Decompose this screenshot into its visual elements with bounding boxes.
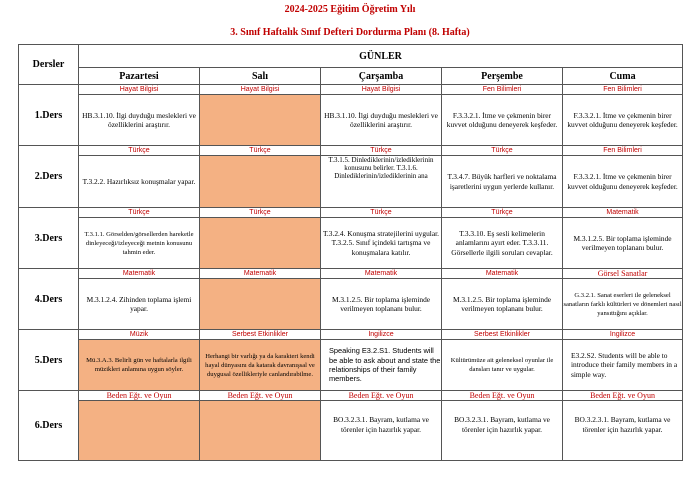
day-header: Pazartesi [79,68,200,85]
subject-label: Türkçe [442,208,563,218]
subject-label: Türkçe [79,208,200,218]
lesson-content: M.3.1.2.5. Bir toplama işleminde verilmeyen toplananı bulur. [442,279,563,330]
lesson-label: 5.Ders [19,330,79,391]
weekly-plan-table [18,44,683,461]
lesson-label: 3.Ders [19,208,79,269]
lesson-content: T.3.4.7. Büyük harfleri ve noktalama işaretlerini uygun yerlerde kullanır. [442,156,563,208]
subject-label: Serbest Etkinlikler [200,330,321,340]
page-title: 2024-2025 Eğitim Öğretim Yılı [284,4,416,15]
page-subtitle: 3. Sınıf Haftalık Sınıf Defteri Dordurma Planı (8. Hafta) [230,27,470,38]
subject-label: Matematik [563,208,683,218]
lesson-content: T.3.2.2. Hazırlıksız konuşmalar yapar. [79,156,200,208]
subject-label: Hayat Bilgisi [200,85,321,95]
subject-label: Türkçe [442,146,563,156]
day-header: Çarşamba [321,68,442,85]
subject-label: Fen Bilimleri [442,85,563,95]
day-header: Cuma [563,68,683,85]
lesson-content: BO.3.2.3.1. Bayram, kutlama ve törenler için hazırlık yapar. [442,401,563,461]
subject-label: İngilizce [563,330,683,340]
lesson-content: BO.3.2.3.1. Bayram, kutlama ve törenler için hazırlık yapar. [321,401,442,461]
lesson-content: Kültürümüze ait geleneksel oyunlar ile dansları tanır ve uygular. [442,340,563,391]
lesson-label: 2.Ders [19,146,79,208]
subject-label: Fen Bilimleri [563,85,683,95]
subject-label: Beden Eğt. ve Oyun [79,391,200,401]
subject-label: Müzik [79,330,200,340]
subject-label: Türkçe [321,146,442,156]
subject-label: Matematik [321,269,442,279]
subject-label: Beden Eğt. ve Oyun [563,391,683,401]
lesson-content: Herhangi bir varlığı ya da karakteri kendi hayal dünyasını da katarak davranışsal ve duygusal özellikleriyle canlandırabilme. [200,340,321,391]
subject-label: Beden Eğt. ve Oyun [200,391,321,401]
subject-label: Hayat Bilgisi [79,85,200,95]
subject-label: İngilizce [321,330,442,340]
lesson-label: 6.Ders [19,391,79,461]
lesson-label: 4.Ders [19,269,79,330]
subject-label: Türkçe [321,208,442,218]
subject-label: Türkçe [79,146,200,156]
subject-label: Türkçe [200,146,321,156]
lesson-content-empty [79,401,200,461]
lesson-content: F.3.3.2.1. İtme ve çekmenin birer kuvvet olduğunu deneyerek keşfeder. [563,95,683,146]
corner-label: Dersler [19,45,79,85]
subject-label: Matematik [200,269,321,279]
subject-label: Türkçe [200,208,321,218]
lesson-content: Mü.3.A.3. Belirli gün ve haftalarla ilgili müzikleri anlamına uygun söyler. [79,340,200,391]
lesson-content: Speaking E3.2.S1. Students will be able to ask about and state the relationships of their family members. [321,340,442,391]
lesson-content: BO.3.2.3.1. Bayram, kutlama ve törenler için hazırlık yapar. [563,401,683,461]
lesson-content-empty [200,156,321,208]
lesson-content-empty [200,218,321,269]
lesson-content: F.3.3.2.1. İtme ve çekmenin birer kuvvet olduğunu deneyerek keşfeder. [442,95,563,146]
subject-label: Beden Eğt. ve Oyun [321,391,442,401]
lesson-content-empty [200,279,321,330]
subject-label: Hayat Bilgisi [321,85,442,95]
lesson-content: HB.3.1.10. İlgi duyduğu meslekleri ve özelliklerini araştırır. [79,95,200,146]
subject-label: Fen Bilimleri [563,146,683,156]
lesson-content: F.3.3.2.1. İtme ve çekmenin birer kuvvet olduğunu deneyerek keşfeder. [563,156,683,208]
lesson-content-empty [200,401,321,461]
lesson-content: M.3.1.2.4. Zihinden toplama işlemi yapar. [79,279,200,330]
lesson-content: E3.2.S2. Students will be able to introduce their family members in a simple way. [563,340,683,391]
lesson-content: HB.3.1.10. İlgi duyduğu meslekleri ve özelliklerini araştırır. [321,95,442,146]
lesson-content-empty [200,95,321,146]
lesson-content: T.3.3.10. Eş sesli kelimelerin anlamlarını ayırt eder. T.3.3.11. Görsellerle ilgili soruları cevaplar. [442,218,563,269]
lesson-content: M.3.1.2.5. Bir toplama işleminde verilmeyen toplananı bulur. [563,218,683,269]
subject-label: Beden Eğt. ve Oyun [442,391,563,401]
subject-label: Serbest Etkinlikler [442,330,563,340]
days-group-header: GÜNLER [79,45,683,68]
lesson-content: T.3.2.4. Konuşma stratejilerini uygular. T.3.2.5. Sınıf içindeki tartışma ve konuşmalara katılır. [321,218,442,269]
day-header: Perşembe [442,68,563,85]
lesson-content: M.3.1.2.5. Bir toplama işleminde verilmeyen toplananı bulur. [321,279,442,330]
lesson-content: G.3.2.1. Sanat eserleri ile geleneksel sanatların farklı kültürleri ve dönemleri nasıl yansıttığını açıklar. [563,279,683,330]
lesson-label: 1.Ders [19,85,79,146]
day-header: Salı [200,68,321,85]
subject-label: Görsel Sanatlar [563,269,683,279]
lesson-content: T.3.1.1. Görselden/görsellerden hareketle dinleyeceği/izleyeceği metnin konusunu tahmin eder. [79,218,200,269]
lesson-content: T.3.1.5. Dinlediklerinin/izlediklerinin konusunu belirler. T.3.1.6. Dinlediklerinin/izlediklerinin ana [321,156,442,208]
subject-label: Matematik [79,269,200,279]
subject-label: Matematik [442,269,563,279]
